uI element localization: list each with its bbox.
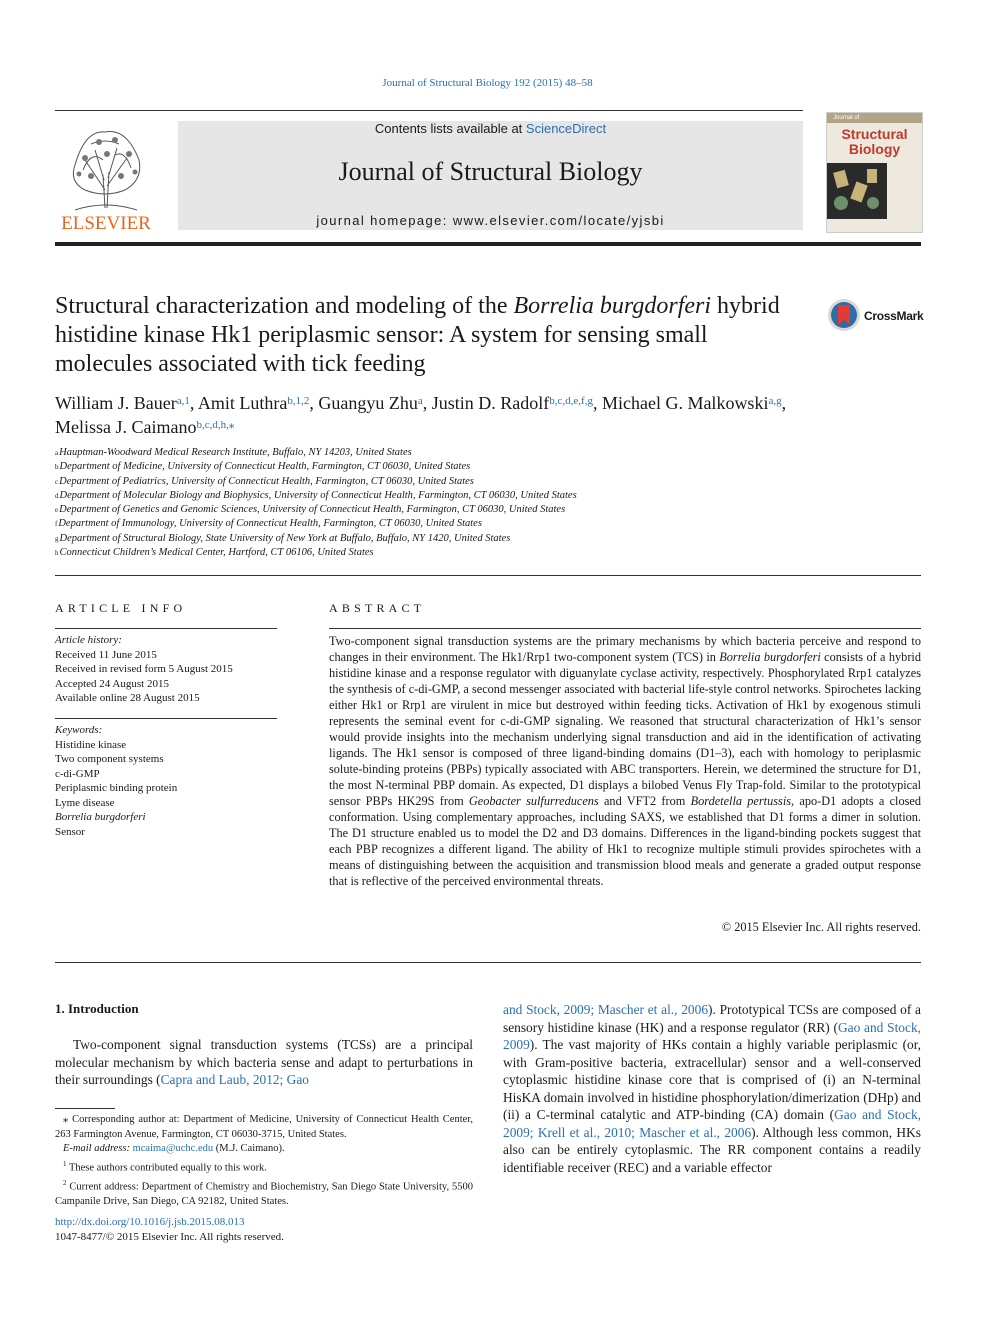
title-part2: hybrid histidine kinase Hk1 periplasmic sensor: A system for sensing small molecules associated with tick feeding xyxy=(55,293,780,377)
intro-left-column xyxy=(55,1036,473,1089)
author-affil-sup[interactable]: a xyxy=(417,395,423,407)
affiliation-key: h xyxy=(55,549,59,558)
footnote-key: 2 xyxy=(63,1178,67,1187)
affiliation-item xyxy=(55,517,921,531)
author-affil-sup[interactable]: b,1,2 xyxy=(287,395,310,407)
cover-title: Structural Biology xyxy=(841,126,908,157)
abstract-text xyxy=(329,633,921,889)
article-info-rule xyxy=(55,628,277,629)
author-sep: , xyxy=(309,393,319,413)
article-history xyxy=(55,633,277,706)
footnote-text: Current address: Department of Chemistry and Biochemistry, San Diego State University, 5500 Campanile Drive, San Diego, CA 92182, United States. xyxy=(55,1181,473,1207)
header-thick-rule xyxy=(55,242,921,246)
intro-text: ). Although less common, HKs also can be entirely cytoplasmic. The RR component contains a readily identifiable receiver (REC) and a variable effector xyxy=(503,1124,921,1175)
affiliation-key: c xyxy=(55,477,59,486)
section-rule xyxy=(55,575,921,576)
affiliation-text: Connecticut Children’s Medical Center, Hartford, CT 06106, United States xyxy=(59,547,374,559)
journal-title: Journal of Structural Biology xyxy=(338,157,643,186)
header-rule xyxy=(55,110,803,111)
keyword-item: Sensor xyxy=(55,825,85,838)
footnote-text: These authors contributed equally to this work. xyxy=(68,1162,267,1173)
author-sep: , xyxy=(592,393,602,413)
affiliation-item xyxy=(55,446,921,460)
author-sep: , xyxy=(781,393,787,413)
title-organism: Borrelia burgdorferi xyxy=(513,293,712,319)
author-name: William J. Bauer xyxy=(55,393,177,413)
affiliation-list xyxy=(55,446,921,560)
cover-art-icon xyxy=(827,163,887,219)
abstract-copyright: © 2015 Elsevier Inc. All rights reserved. xyxy=(721,920,921,934)
affiliation-text: Department of Molecular Biology and Biophysics, University of Connecticut Health, Farmington, CT 06030, United States xyxy=(59,489,577,501)
footnote-key: 1 xyxy=(63,1159,67,1168)
contents-prefix: Contents lists available at xyxy=(374,121,526,136)
author-name: Justin D. Radolf xyxy=(431,393,550,413)
affiliation-text: Department of Structural Biology, State University of New York at Buffalo, Buffalo, NY 1420, United States xyxy=(59,532,511,544)
affiliation-item xyxy=(55,546,921,560)
intro-text: Two-component signal transduction systems (TCSs) are a principal molecular mechanism by which bacteria sense and adapt to perturbations in their surroundings ( xyxy=(55,1037,473,1087)
footnotes xyxy=(55,1113,473,1209)
keyword-item: Histidine kinase xyxy=(55,738,127,751)
author-item[interactable] xyxy=(198,393,309,413)
affiliation-item xyxy=(55,460,921,474)
affiliation-item xyxy=(55,489,921,503)
email-owner: (M.J. Caimano). xyxy=(215,1143,285,1154)
elsevier-wordmark: ELSEVIER xyxy=(61,213,151,232)
cover-header: Journal of xyxy=(827,113,922,123)
author-sep: , xyxy=(422,393,432,413)
email-label: E-mail address: xyxy=(63,1143,130,1154)
affiliation-text: Hauptman-Woodward Medical Research Institute, Buffalo, NY 14203, United States xyxy=(59,447,412,458)
author-affil-sup[interactable]: a,1 xyxy=(176,395,190,407)
footnote-1 xyxy=(55,1157,473,1176)
email-note xyxy=(55,1142,473,1157)
abstract-seg: consists of a hybrid histidine kinase and a response regulator with diguanylate cyclase activity, respectively. Phosphorylated Rrp1 catalyzes the synthesis of c-di-GMP, a second messenger associated with bacterial life-style control networks. Spirochetes lacking either Hk1 or Rrp1 are virulent in mice but destroyed within feeding ticks. Activation of Hk1 by exogenous stimuli represents the seminal event for c-di-GMP signaling. We reasoned that structural characterization of Hk1’s sensor would provide insights into the mechanism underlying signal transduction and aid in the identification of activating ligands. The Hk1 sensor is composed of three ligand-binding domains (D1–3), each with homology to periplasmic solute-binding proteins (PBPs) typically associated with ABC transporters. Herein, we determined the structure for D1, the most N-terminal PBP domain. As expected, D1 displays a bilobed Venus Fly Trap-fold. Similar to the prototypical sensor PBPs HK29S from xyxy=(329,650,921,808)
citation-link[interactable]: Capra and Laub, 2012; Gao xyxy=(160,1072,309,1087)
abstract-seg: and VFT2 from xyxy=(598,794,691,808)
author-sep: , xyxy=(189,393,198,413)
author-name: Melissa J. Caimano xyxy=(55,417,197,437)
citation-link[interactable]: and Stock, 2009; Mascher et al., 2006 xyxy=(503,1002,709,1017)
affiliation-item xyxy=(55,532,921,546)
affiliation-key: f xyxy=(55,520,58,529)
crossmark-label[interactable]: CrossMark xyxy=(864,309,924,323)
affiliation-text: Department of Pediatrics, University of Connecticut Health, Farmington, CT 06030, United States xyxy=(59,475,474,487)
keyword-item: c-di-GMP xyxy=(55,767,100,780)
keyword-item: Lyme disease xyxy=(55,796,115,809)
keyword-item: Borrelia burgdorferi xyxy=(55,811,146,823)
abstract-rule xyxy=(329,628,921,629)
abstract-italic: Borrelia burgdorferi xyxy=(719,650,821,664)
author-name: Michael G. Malkowski xyxy=(601,393,769,413)
author-name: Guangyu Zhu xyxy=(318,393,418,413)
journal-homepage[interactable]: journal homepage: www.elsevier.com/locate/yjsbi xyxy=(316,213,665,228)
affiliation-key: d xyxy=(55,491,59,500)
affiliation-text: Department of Medicine, University of Connecticut Health, Farmington, CT 06030, United States xyxy=(59,461,471,473)
history-item: Received 11 June 2015 xyxy=(55,648,157,661)
history-item: Available online 28 August 2015 xyxy=(55,692,200,704)
author-affil-sup[interactable]: b,c,d,e,f,g xyxy=(549,395,593,407)
footnote-rule xyxy=(55,1108,115,1109)
abstract-seg: Two-component signal transduction systems are the primary mechanisms by which bacteria perceive and respond to changes in their environment. The Hk1/Rrp1 two-component system (TCS) in xyxy=(329,634,921,664)
author-item[interactable] xyxy=(55,393,190,413)
keywords-label: Keywords: xyxy=(55,724,103,736)
journal-citation[interactable]: Journal of Structural Biology 192 (2015) 48–58 xyxy=(382,77,593,89)
abstract-italic: Geobacter sulfurreducens xyxy=(468,794,599,808)
keyword-list xyxy=(55,723,277,839)
abstract-heading: ABSTRACT xyxy=(329,601,426,615)
author-affil-sup[interactable]: b,c,d,h,⁎ xyxy=(196,419,235,431)
keywords-rule xyxy=(55,718,277,719)
article-title xyxy=(55,292,795,379)
author-item[interactable] xyxy=(55,417,234,437)
email-link[interactable]: mcaima@uchc.edu xyxy=(132,1143,214,1154)
keyword-item: Two component systems xyxy=(55,753,164,765)
history-item: Received in revised form 5 August 2015 xyxy=(55,663,233,675)
author-affil-sup[interactable]: a,g xyxy=(768,395,782,407)
affiliation-key: g xyxy=(55,534,59,543)
author-item[interactable] xyxy=(602,393,782,413)
history-label: Article history: xyxy=(55,634,122,646)
intro-text: ). The vast majority of HKs contain a highly variable periplasmic (or, with Gram-positive bacteria, extracellular) sensor and a well-conserved cytoplasmic histidine kinase core that is comprised of (i) an N-terminal HisKA domain involved in histidine phosphorylation/dimerization (DHp) and (ii) a C-terminal catalytic and ATP-binding (CA) domain ( xyxy=(503,1037,921,1122)
footnote-2 xyxy=(55,1176,473,1210)
article-info-heading: ARTICLE INFO xyxy=(55,601,187,615)
affiliation-text: Department of Immunology, University of Connecticut Health, Farmington, CT 06030, United States xyxy=(58,518,482,530)
affiliation-key: e xyxy=(55,506,59,515)
contents-line xyxy=(178,121,803,136)
history-item: Accepted 24 August 2015 xyxy=(55,677,169,690)
citation-link[interactable]: Gao and Stock, 2009; Krell et al., 2010; Mascher et al., 2006 xyxy=(503,1107,921,1140)
intro-right-column xyxy=(503,1001,921,1176)
section-rule xyxy=(55,962,921,963)
intro-text: ). Prototypical TCSs are composed of a sensory histidine kinase (HK) and a response regulator (RR) ( xyxy=(503,1002,921,1035)
author-name: Amit Luthra xyxy=(197,393,288,413)
affiliation-key: a xyxy=(55,449,59,457)
author-item[interactable] xyxy=(432,393,593,413)
doi-link[interactable]: http://dx.doi.org/10.1016/j.jsb.2015.08.013 xyxy=(55,1216,245,1228)
sciencedirect-link[interactable]: ScienceDirect xyxy=(525,121,607,136)
keyword-item: Periplasmic binding protein xyxy=(55,782,178,794)
affiliation-item xyxy=(55,503,921,517)
author-item[interactable] xyxy=(318,393,422,413)
affiliation-text: Department of Genetics and Genomic Sciences, University of Connecticut Health, Farmington, CT 06030, United States xyxy=(59,504,566,516)
title-part1: Structural characterization and modeling of the xyxy=(55,293,514,319)
citation-link[interactable]: Gao and Stock, 2009 xyxy=(503,1019,921,1052)
intro-heading: 1. Introduction xyxy=(55,1001,139,1016)
corresponding-author-note: ⁎ Corresponding author at: Department of Medicine, University of Connecticut Health Center, 263 Farmington Avenue, Farmington, CT 06030-3715, United States. xyxy=(55,1114,473,1140)
elsevier-tree-logo-icon xyxy=(55,120,157,232)
abstract-seg: , apo-D1 adopts a closed conformation. Using complementary approaches, including SAXS, we established that D1 forms a dimer in solution. The D1 structure enabled us to model the D2 and D3 domains. Differences in the ligand-binding pockets suggest that each PBP recognizes a different ligand. The ability of Hk1 to recognize multiple stimuli provides spirochetes with a means of distinguishing between the acquisition and transmission blood meals and generate a graded output response that is reflective of the perceived environmental threats. xyxy=(329,794,921,888)
issn-line: 1047-8477/© 2015 Elsevier Inc. All rights reserved. xyxy=(55,1231,284,1243)
abstract-italic: Bordetella pertussis xyxy=(690,794,792,808)
affiliation-key: b xyxy=(55,463,59,472)
affiliation-item xyxy=(55,475,921,489)
author-list xyxy=(55,391,921,439)
journal-cover-thumbnail[interactable] xyxy=(826,112,923,233)
